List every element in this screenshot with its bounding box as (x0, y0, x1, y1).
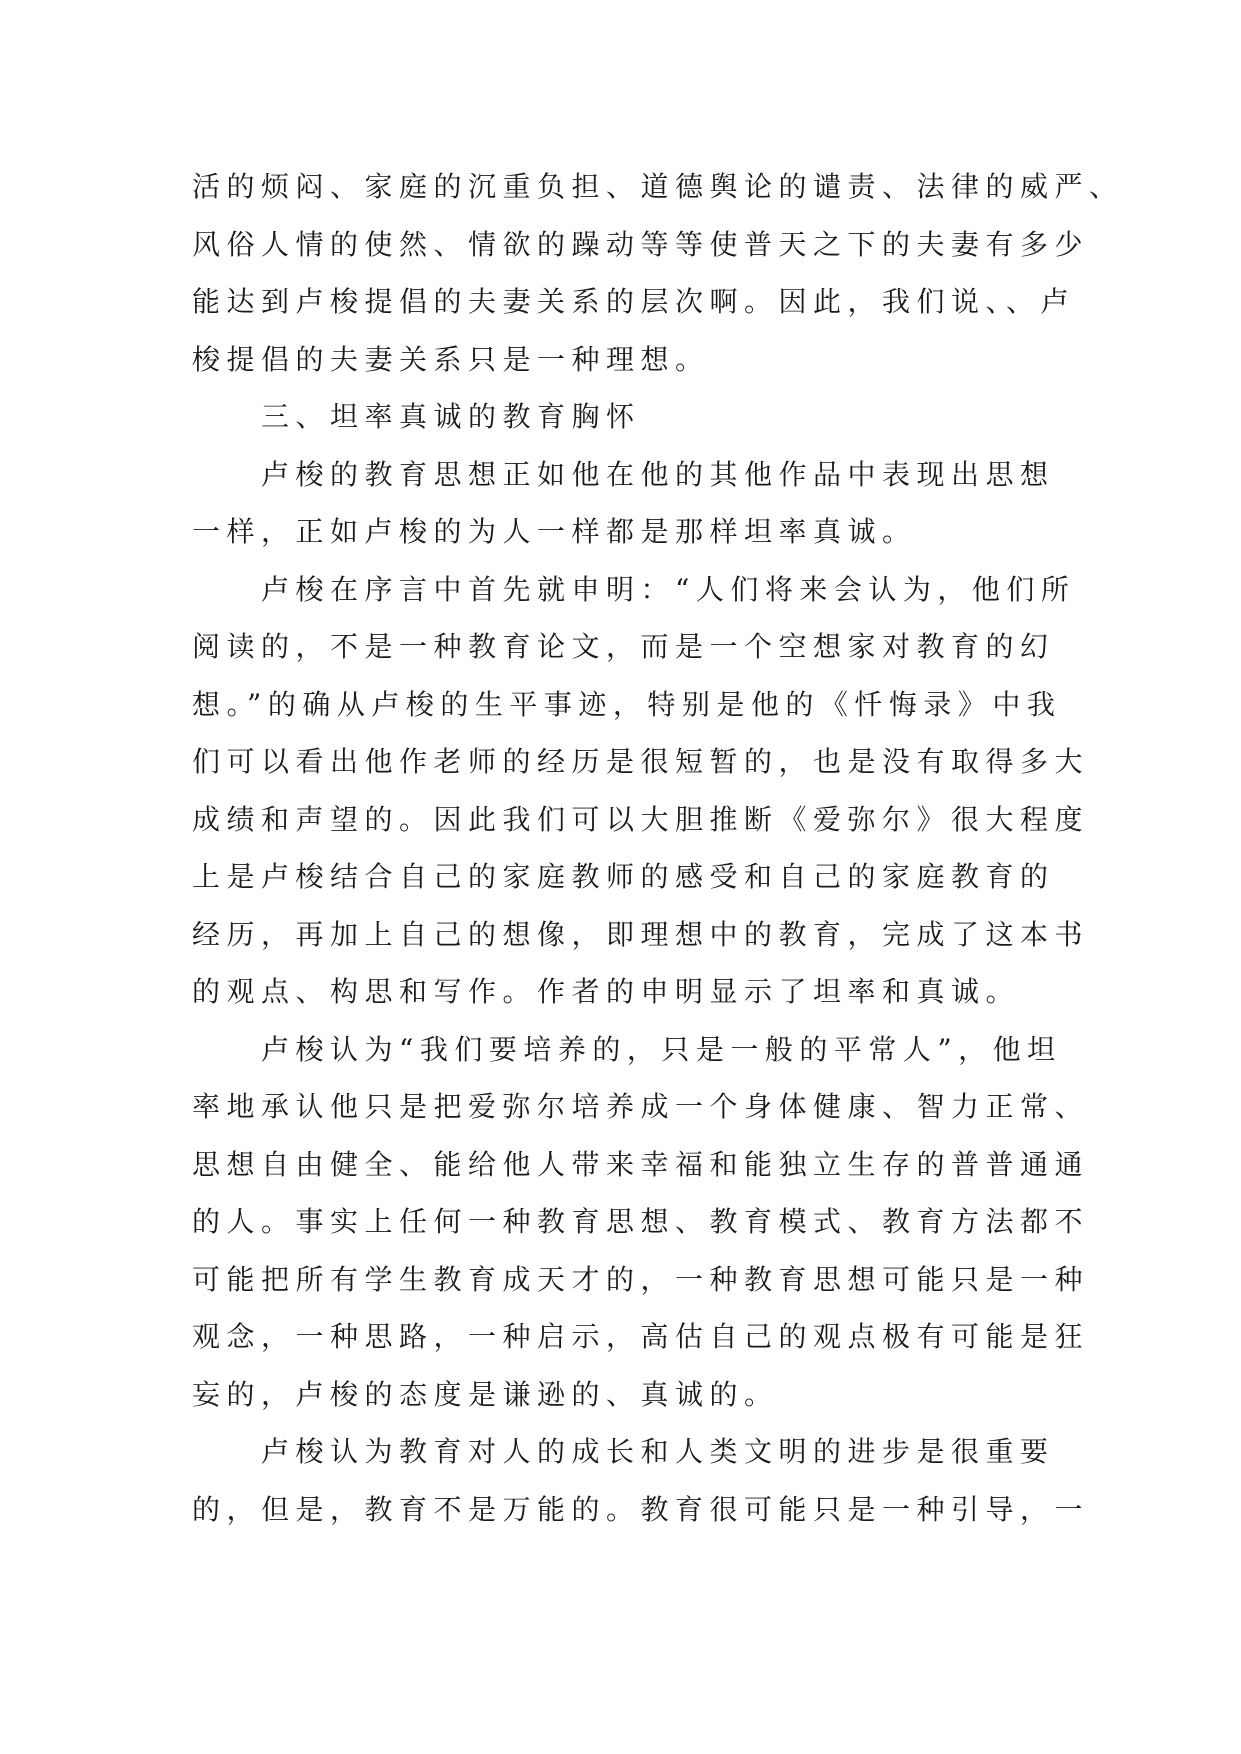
text-line: 风俗人情的使然、情欲的躁动等等使普天之下的夫妻有多少 (192, 227, 1090, 261)
text-line: 想。”的确从卢梭的生平事迹，特别是他的《忏悔录》中我 (192, 687, 1062, 721)
body-text (192, 158, 1124, 1538)
text-line: 活的烦闷、家庭的沉重负担、道德舆论的谴责、法律的威严、 (192, 170, 1124, 203)
text-line: 上是卢梭结合自己的家庭教师的感受和自己的家庭教育的 (192, 860, 1055, 893)
text-line: 卢梭认为教育对人的成长和人类文明的进步是很重要 (192, 1435, 1055, 1468)
text-line: 卢梭的教育思想正如他在他的其他作品中表现出思想 (192, 457, 1055, 491)
section-heading: 三、坦率真诚的教育胸怀 (192, 400, 641, 433)
text-line: 经历，再加上自己的想像，即理想中的教育，完成了这本书 (192, 917, 1090, 951)
text-line: 可能把所有学生教育成天才的，一种教育思想可能只是一种 (192, 1262, 1090, 1296)
text-line: 思想自由健全、能给他人带来幸福和能独立生存的普普通通 (192, 1147, 1090, 1181)
text-line: 率地承认他只是把爱弥尔培养成一个身体健康、智力正常、 (192, 1090, 1090, 1123)
text-line: 成绩和声望的。因此我们可以大胆推断《爱弥尔》很大程度 (192, 802, 1090, 836)
text-line: 妄的，卢梭的态度是谦逊的、真诚的。 (192, 1377, 779, 1411)
text-line: 梭提倡的夫妻关系只是一种理想。 (192, 342, 710, 376)
text-line: 卢梭认为“我们要培养的，只是一般的平常人”，他坦 (192, 1032, 1062, 1066)
text-line: 阅读的，不是一种教育论文，而是一个空想家对教育的幻 (192, 630, 1055, 663)
text-line: 一样，正如卢梭的为人一样都是那样坦率真诚。 (192, 515, 917, 548)
text-line: 能达到卢梭提倡的夫妻关系的层次啊。因此，我们说、、卢 (192, 285, 1076, 318)
text-line: 们可以看出他作老师的经历是很短暂的，也是没有取得多大 (192, 745, 1090, 778)
text-line: 卢梭在序言中首先就申明：“人们将来会认为，他们所 (192, 572, 1076, 606)
text-line: 的观点、构思和写作。作者的申明显示了坦率和真诚。 (192, 975, 1021, 1008)
text-line: 观念，一种思路，一种启示，高估自己的观点极有可能是狂 (192, 1320, 1090, 1353)
text-line: 的人。事实上任何一种教育思想、教育模式、教育方法都不 (192, 1205, 1090, 1238)
text-line: 的，但是，教育不是万能的。教育很可能只是一种引导，一 (192, 1492, 1090, 1526)
